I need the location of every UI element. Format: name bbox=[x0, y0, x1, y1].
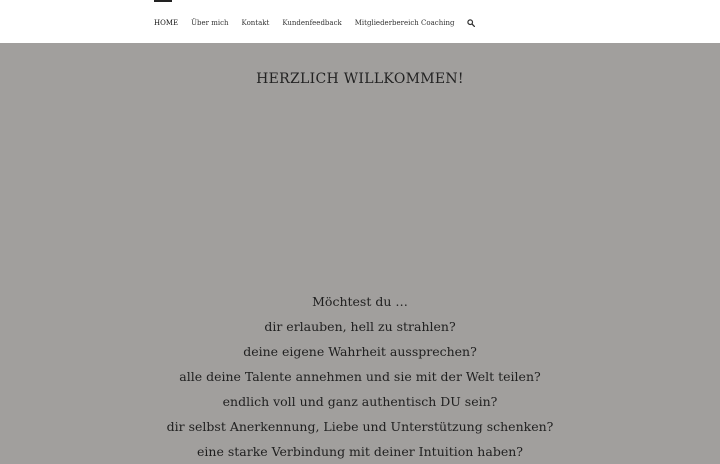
intro-line: alle deine Talente annehmen und sie mit der Welt teilen? bbox=[179, 369, 541, 384]
intro-line: eine starke Verbindung mit deiner Intuition haben? bbox=[197, 444, 523, 459]
page-title: HERZLICH WILLKOMMEN! bbox=[256, 71, 464, 87]
nav-item-kontakt[interactable]: Kontakt bbox=[241, 19, 270, 27]
intro-questions bbox=[0, 289, 720, 464]
intro-line: Möchtest du … bbox=[312, 294, 408, 309]
search-icon[interactable] bbox=[467, 19, 475, 27]
nav-item-ueber-mich[interactable]: Über mich bbox=[191, 19, 229, 27]
intro-line: deine eigene Wahrheit aussprechen? bbox=[243, 344, 477, 359]
top-navigation-bar bbox=[0, 0, 720, 43]
nav-item-home[interactable]: HOME bbox=[154, 19, 179, 27]
intro-line: dir erlauben, hell zu strahlen? bbox=[264, 319, 456, 334]
nav-item-mitgliederbereich-coaching[interactable]: Mitgliederbereich Coaching bbox=[354, 19, 455, 27]
active-nav-indicator bbox=[154, 0, 172, 2]
intro-line: endlich voll und ganz authentisch DU sein? bbox=[222, 394, 498, 409]
intro-line: dir selbst Anerkennung, Liebe und Unterstützung schenken? bbox=[166, 419, 554, 434]
main-nav bbox=[154, 17, 475, 29]
nav-item-kundenfeedback[interactable]: Kundenfeedback bbox=[282, 19, 342, 27]
